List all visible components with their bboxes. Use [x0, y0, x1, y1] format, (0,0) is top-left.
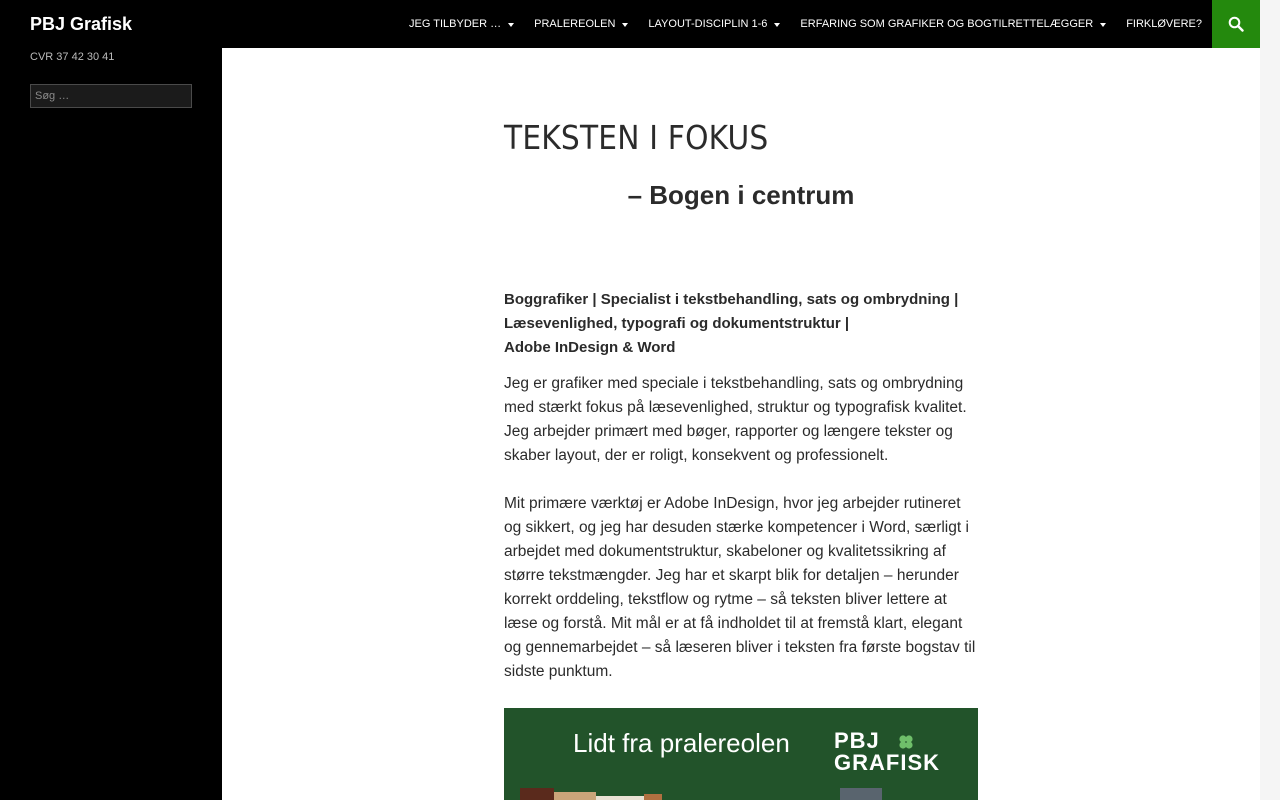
nav-item-label: JEG TILBYDER …: [409, 18, 502, 30]
search-icon: [1228, 16, 1244, 32]
site-title-link[interactable]: PBJ Grafisk: [30, 14, 133, 34]
banner-logo-line1: PBJ: [834, 728, 880, 753]
page-title: TEKSTEN I FOKUS: [504, 118, 769, 157]
search-toggle-button[interactable]: [1212, 0, 1260, 48]
banner-logo-line2: GRAFISK: [834, 750, 940, 775]
caret-down-icon: [622, 23, 628, 27]
cvr-number: CVR 37 42 30 41: [30, 51, 115, 63]
banner-logo: [834, 730, 940, 774]
caret-down-icon: [1100, 23, 1106, 27]
clover-icon: [896, 732, 916, 752]
pralereolen-banner[interactable]: [504, 708, 978, 800]
caret-down-icon: [508, 23, 514, 27]
nav-item-firklovere[interactable]: [1116, 0, 1212, 48]
book-spine-image: [840, 788, 882, 800]
book-spine-image: [554, 792, 596, 800]
book-spine-image: [596, 796, 644, 800]
tagline-line: Boggrafiker | Specialist i tekstbehandling, sats og ombrydning |: [504, 291, 959, 308]
nav-item-label: LAYOUT-DISCIPLIN 1-6: [648, 18, 768, 30]
nav-item-pralereolen[interactable]: [524, 0, 638, 48]
search-input[interactable]: [30, 84, 192, 108]
nav-item-label: FIRKLØVERE?: [1126, 18, 1202, 30]
nav-item-erfaring[interactable]: [790, 0, 1116, 48]
tagline: [504, 288, 978, 360]
intro-paragraph: Jeg er grafiker med speciale i tekstbehandling, sats og ombrydning med stærkt fokus på læsevenlighed, struktur og typografisk kvalitet. Jeg arbejder primært med bøger, rapporter og længere tekster og skaber layout, der er roligt, konsekvent og professionelt.: [504, 375, 967, 464]
nav-item-label: ERFARING SOM GRAFIKER OG BOGTILRETTELÆGGER: [800, 18, 1094, 30]
primary-nav: [399, 0, 1212, 48]
tagline-line: Adobe InDesign & Word: [504, 339, 676, 356]
nav-item-layout-disciplin[interactable]: [638, 0, 790, 48]
book-spine-image: [644, 794, 662, 800]
sidebar: [0, 0, 222, 800]
page-subtitle: – Bogen i centrum: [627, 180, 855, 210]
main-content: [222, 48, 1260, 800]
banner-text: Lidt fra pralereolen: [573, 728, 790, 758]
caret-down-icon: [774, 23, 780, 27]
book-spine-image: [520, 788, 554, 800]
nav-item-label: PRALEREOLEN: [534, 18, 616, 30]
tagline-line: Læsevenlighed, typografi og dokumentstruktur |: [504, 315, 850, 332]
page-scroll-gutter: [1260, 0, 1280, 800]
tools-paragraph: Mit primære værktøj er Adobe InDesign, hvor jeg arbejder rutineret og sikkert, og jeg har desuden stærke kompetencer i Word, særligt i arbejdet med dokumentstruktur, skabeloner og kvalitetssikring af større tekstmængder. Jeg har et skarpt blik for detaljen – herunder korrekt orddeling, tekstflow og rytme – så teksten bliver lettere at læse og forstå. Mit mål er at få indholdet til at fremstå klart, elegant og gennemarbejdet – så læseren bliver i teksten fra første bogstav til sidste punktum.: [504, 495, 976, 680]
site-header: [0, 0, 1260, 48]
nav-item-jeg-tilbyder[interactable]: [399, 0, 524, 48]
